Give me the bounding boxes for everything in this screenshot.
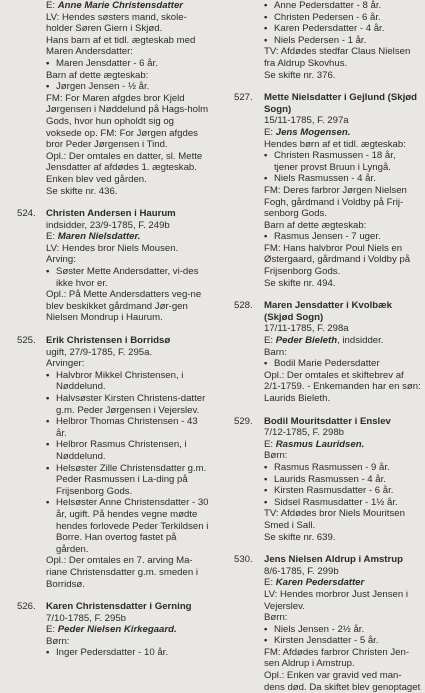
child-item: • Rasmus Rasmussen - 9 år.: [264, 462, 422, 474]
entry-number: 528.: [234, 300, 253, 312]
heirs-heading: Arving:: [46, 254, 76, 266]
spouse-line: [264, 335, 422, 347]
children-heading: Hans barn af et tidl. ægteskab med Maren Andersdatter:: [46, 34, 196, 58]
entry-date: indsidder, 23/9-1785, F. 249b: [46, 219, 170, 231]
guardian-line: LV: Hendes søsters mand, skole-holder Søren Giern i Skjød.: [46, 11, 187, 35]
children-heading: Børn:: [46, 635, 70, 647]
entry-date: 7/12-1785, F. 298b: [264, 427, 345, 439]
entry-title: Bodil Mouritsdatter i Enslev: [264, 415, 391, 427]
cross-reference: Se skifte nr. 376.: [264, 69, 336, 81]
entry-date: ugift, 27/9-1785, F. 295a.: [46, 346, 153, 358]
heir-item: • Halvbror Mikkel Christensen, i Nøddelund.: [46, 370, 210, 393]
heir-item: • Helbror Rasmus Christensen, i Nøddelund.: [46, 439, 210, 462]
entry-number: 525.: [17, 335, 36, 347]
child-item: • Niels Pedersen - 1 år.: [264, 35, 422, 47]
entry-title: Erik Christensen i Borridsø: [46, 335, 171, 347]
widow-note: Enken blev ved gården.: [46, 173, 147, 185]
entry-number: 529.: [234, 415, 253, 427]
entry-number: 527.: [234, 92, 253, 104]
guardian-note: FM: Afdødes farbror Christen Jen-sen Aldrup i Amstrup.: [264, 646, 410, 670]
child-item: • Laurids Rasmussen - 4 år.: [264, 474, 422, 486]
cross-reference: Se skifte nr. 639.: [264, 531, 336, 543]
child-item: • Christen Pedersen - 6 år.: [264, 12, 422, 24]
spouse-label: E:: [46, 231, 58, 243]
spouse-label: E:: [264, 335, 276, 347]
entry-529: [218, 416, 422, 544]
child-item: • Sidsel Rasmusdatter - 1½ år.: [264, 497, 422, 509]
guardian-note: FM: For Maren afgdes bror Kjeld Jørgensen i Nøddelund på Hags-holm Gods, hvor hun opholdt sig og voksede op. FM: For Jørgen afgdes bror Peder Jørgensen i Tind.: [46, 92, 209, 151]
heir-item: • Helbror Thomas Christensen - 43 år.: [46, 416, 210, 439]
entry-title: Karen Christensdatter i Gerning: [46, 601, 192, 613]
guardian-note: FM: Hans halvbror Poul Niels en Østergaard, gårdmand i Voldby på Frijsenborg Gods.: [264, 242, 411, 278]
heir-item: • Helsøster Anne Christensdatter - 30 år, ugift. På hendes vegne mødte hendes forlovede Peder Terkildsen i Borre. Han overtog fastet på gården.: [46, 497, 210, 555]
child-item: • Bodil Marie Pedersdatter: [264, 358, 422, 370]
spouse-line: [46, 624, 210, 636]
spouse-name: Maren Nielsdatter.: [57, 231, 141, 243]
cross-reference: Se skifte nr. 494.: [264, 277, 336, 289]
guardian-line: TV: Afdødes stedfar Claus Nielsen fra Aldrup Skovhus.: [264, 46, 411, 69]
child-item: • Christen Rasmussen - 18 år, tjener provst Bruun i Lyngå.: [264, 150, 422, 173]
entry-date: 7/10-1785, F. 295b: [46, 612, 127, 624]
entry-number: 526.: [17, 601, 36, 613]
entry-530: [218, 554, 422, 693]
spouse-occupation: , indsidder.: [337, 335, 384, 347]
child-item: • Jørgen Jensen - ½ år.: [46, 81, 210, 93]
entry-date: 15/11-1785, F. 297a: [264, 115, 349, 127]
entry-date: 17/11-1785, F. 298a: [264, 323, 349, 335]
remark: Opl.: Der omtales en datter, sl. Mette Jensdatter af afdødes 1. ægteskab.: [46, 150, 203, 174]
remark: Opl.: Enken var gravid ved man-dens død. Da skiftet blev genoptaget: [264, 670, 421, 693]
entry-title: Mette Nielsdatter i Gejlund (Skjød Sogn): [264, 92, 417, 115]
child-item: • Niels Rasmussen - 4 år.: [264, 173, 422, 185]
guardian-line: LV: Hendes bror Niels Mousen.: [46, 242, 179, 254]
children-heading: Børn:: [264, 450, 288, 462]
heir-item: • Søster Mette Andersdatter, vi-des ikke hvor er.: [46, 266, 210, 289]
entry-525: [4, 335, 210, 590]
children-heading: Barn:: [264, 346, 287, 358]
spouse-name: Jens Mogensen.: [275, 126, 351, 138]
child-item: • Karen Pedersdatter - 4 år.: [264, 23, 422, 35]
guardian-note: FM: Deres farbror Jørgen Nielsen Fogh, gårdmand i Voldby på Frij-senborg Gods.: [264, 184, 407, 220]
left-column: [4, 0, 210, 659]
child-item: • Maren Jensdatter - 6 år.: [46, 58, 210, 70]
child-item: • Kirsten Jensdatter - 5 år.: [264, 635, 422, 647]
spouse-label: E:: [264, 577, 276, 589]
children-heading-2: Barn af dette ægteskab:: [46, 69, 149, 81]
spouse-line: [46, 231, 210, 243]
child-item: • Inger Pedersdatter - 10 år.: [46, 647, 210, 659]
cross-reference: Se skifte nr. 436.: [46, 185, 118, 197]
spouse-name: Rasmus Lauridsen.: [275, 438, 365, 450]
entry-title: Jens Nielsen Aldrup i Amstrup: [264, 554, 403, 566]
entry-title: Maren Jensdatter i Kvolbæk (Skjød Sogn): [264, 300, 392, 323]
remark: Opl.: På Mette Andersdatters veg-ne blev beskikket gårdmand Jør-gen Nielsen Mondrup i Haurum.: [46, 289, 202, 324]
spouse-label: E:: [264, 126, 276, 138]
entry-number: 524.: [17, 208, 36, 220]
spouse-label: E:: [264, 438, 276, 450]
guardian-line: TV: Afdødes bror Niels Mouritsen Smed i Sall.: [264, 508, 405, 531]
entry-526: [4, 601, 210, 659]
spouse-name: Peder Bieleth: [275, 335, 338, 347]
entry-526-continued: [218, 0, 422, 81]
child-item: • Kirsten Rasmusdatter - 6 år.: [264, 485, 422, 497]
spouse-line: [264, 439, 422, 451]
entry-524: [4, 208, 210, 324]
child-item: • Niels Jensen - 2½ år.: [264, 624, 422, 636]
right-column: [218, 0, 422, 693]
heirs-heading: Arvinger:: [46, 358, 85, 370]
guardian-line: LV: Hendes morbror Just Jensen i Vejerslev.: [264, 588, 408, 612]
entry-523-continued: [4, 0, 210, 197]
entry-date: 8/6-1785, F. 299b: [264, 565, 339, 577]
child-item: • Anne Pedersdatter - 8 år.: [264, 0, 422, 12]
remark: Opl.: Der omtales en 7. arving Ma-riane Christensdatter g.m. smeden i Borridsø.: [46, 555, 198, 590]
spouse-name: Karen Pedersdatter: [275, 577, 365, 589]
spouse-line: [46, 0, 210, 12]
spouse-line: [264, 127, 422, 139]
entry-527: [218, 92, 422, 289]
remark: Opl.: Der omtales et skiftebrev af 2/1-1759. - Enkemanden har en søn: Laurids Bieleth.: [264, 369, 421, 404]
children-heading: Børn:: [264, 612, 288, 624]
children-heading: Hendes børn af et tidl. ægteskab:: [264, 138, 406, 150]
entry-number: 530.: [234, 554, 253, 566]
spouse-label: E:: [46, 624, 58, 636]
child-item: • Rasmus Jensen - 7 uger.: [264, 231, 422, 243]
heir-item: • Halvsøster Kirsten Christens-datter g.m. Peder Jørgensen i Vejerslev.: [46, 393, 210, 416]
heir-item: • Helsøster Zille Christensdatter g.m. Peder Rasmussen i La-ding på Frijsenborg Gods.: [46, 463, 210, 498]
spouse-name: Anne Marie Christensdatter: [57, 0, 184, 11]
spouse-name: Peder Nielsen Kirkegaard.: [57, 624, 177, 636]
entry-title: Christen Andersen i Haurum: [46, 208, 176, 220]
children-heading-2: Barn af dette ægteskab:: [264, 219, 367, 231]
spouse-line: [264, 577, 422, 589]
spouse-label: E:: [46, 0, 58, 11]
entry-528: [218, 300, 422, 404]
